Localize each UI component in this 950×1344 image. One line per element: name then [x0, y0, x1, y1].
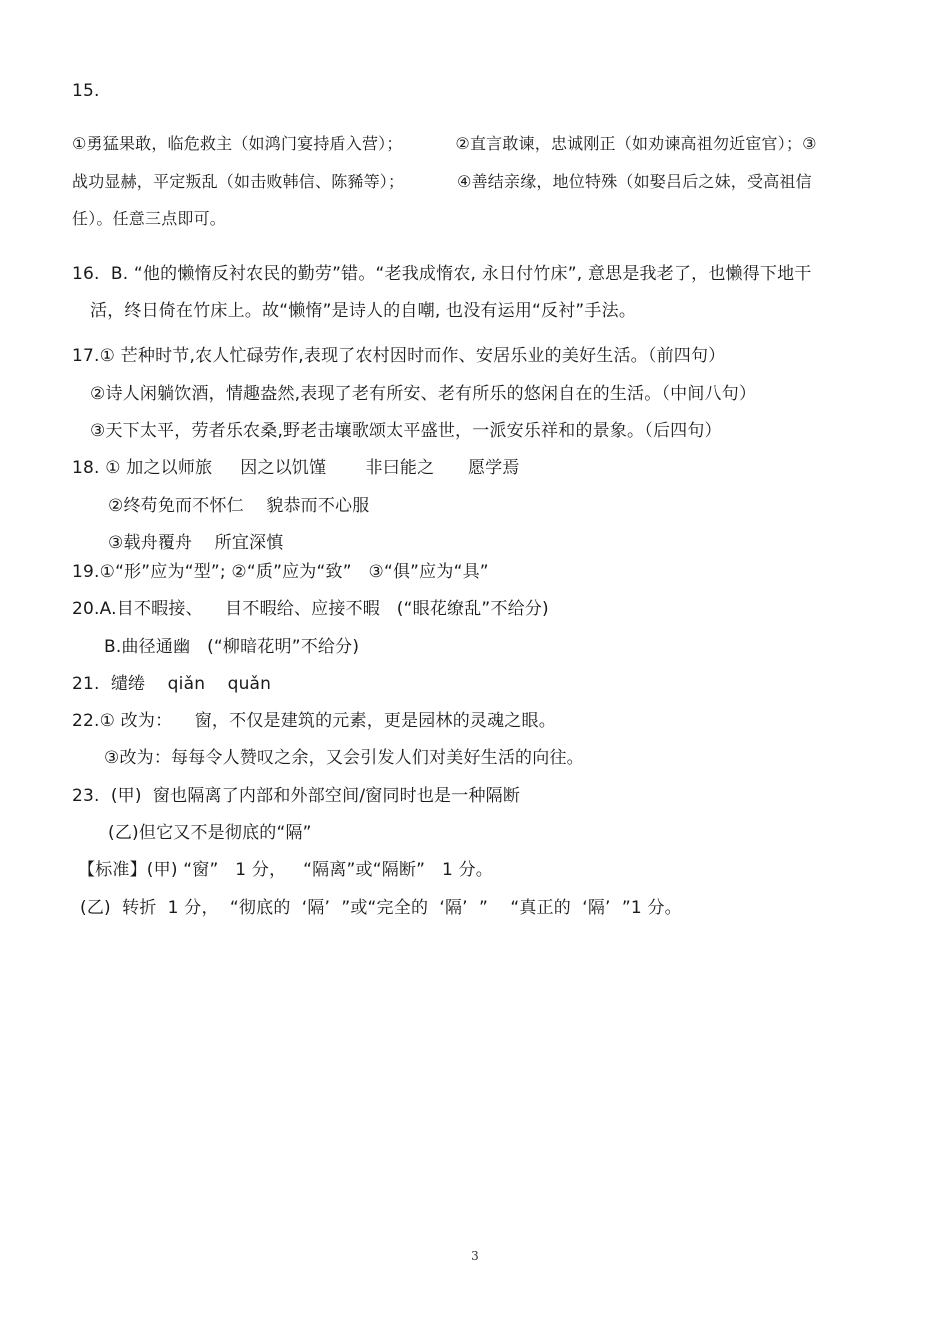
answer-17-line-2: ②诗人闲躺饮酒，情趣盎然,表现了老有所安、老有所乐的悠闲自在的生活。（中间八句） — [90, 384, 757, 404]
answer-15-line-2: 战功显赫，平定叛乱（如击败韩信、陈豨等）； ④善结亲缘，地位特殊（如娶吕后之妹，受高祖信 — [72, 172, 812, 191]
answer-16-line-2: 活，终日倚在竹床上。故“懒惰”是诗人的自嘲, 也没有运用“反衬”手法。 — [90, 301, 637, 321]
answer-15-line-3: 任）。任意三点即可。 — [72, 209, 227, 228]
answer-23-standard-line-1: 【标准】(甲) “窗” 1 分， “隔离”或“隔断” 1 分。 — [78, 860, 493, 880]
answer-23-line-2: (乙)但它又不是彻底的“隔” — [108, 823, 312, 843]
answer-15-line-1: ①勇猛果敢，临危救主（如鸿门宴持盾入营）； ②直言敢谏，忠诚刚正（如劝谏高祖勿近宦官）；③ — [72, 134, 817, 153]
answer-17-line-3: ③天下太平，劳者乐农桑,野老击壤歌颂太平盛世，一派安乐祥和的景象。（后四句） — [90, 421, 722, 441]
answer-18-line-2: ②终苟免而不怀仁 貌恭而不心服 — [108, 496, 370, 516]
answer-23-standard-line-2: (乙) 转折 1 分， “彻底的 ‘隔’ ”或“完全的 ‘隔’ ” “真正的 ‘隔’ ”1 分。 — [80, 898, 682, 918]
answer-18-line-3: ③载舟覆舟 所宜深慎 — [108, 533, 284, 553]
answer-17-line-1: 17.① 芒种时节,农人忙碌劳作,表现了农村因时而作、安居乐业的美好生活。（前四句） — [72, 346, 726, 366]
answer-19-line-1: 19.①“形”应为“型”; ②“质”应为“致” ③“俱”应为“具” — [72, 562, 489, 582]
page-number: 3 — [471, 1249, 479, 1263]
answer-18-line-1: 18. ① 加之以师旅 因之以饥馑 非曰能之 愿学焉 — [72, 458, 520, 478]
answer-20-line-1: 20.A.目不暇接、 目不暇给、应接不暇 (“眼花缭乱”不给分) — [72, 599, 549, 619]
answer-22-line-1: 22.① 改为： 窗，不仅是建筑的元素，更是园林的灵魂之眼。 — [72, 711, 556, 731]
answer-23-line-1: 23. (甲) 窗也隔离了内部和外部空间/窗同时也是一种隔断 — [72, 786, 521, 806]
answer-22-line-2: ③改为：每每令人赞叹之余，又会引发人们对美好生活的向往。 — [104, 748, 584, 768]
answer-16-line-1: 16. B. “他的懒惰反衬农民的勤劳”错。“老我成惰农, 永日付竹床”, 意思是我老了，也懒得下地干 — [72, 264, 812, 284]
answer-21-line-1: 21. 缱绻 qiǎn quǎn — [72, 674, 272, 694]
answer-15-number: 15. — [72, 81, 100, 101]
answer-20-line-2: B.曲径通幽 (“柳暗花明”不给分) — [104, 637, 360, 657]
